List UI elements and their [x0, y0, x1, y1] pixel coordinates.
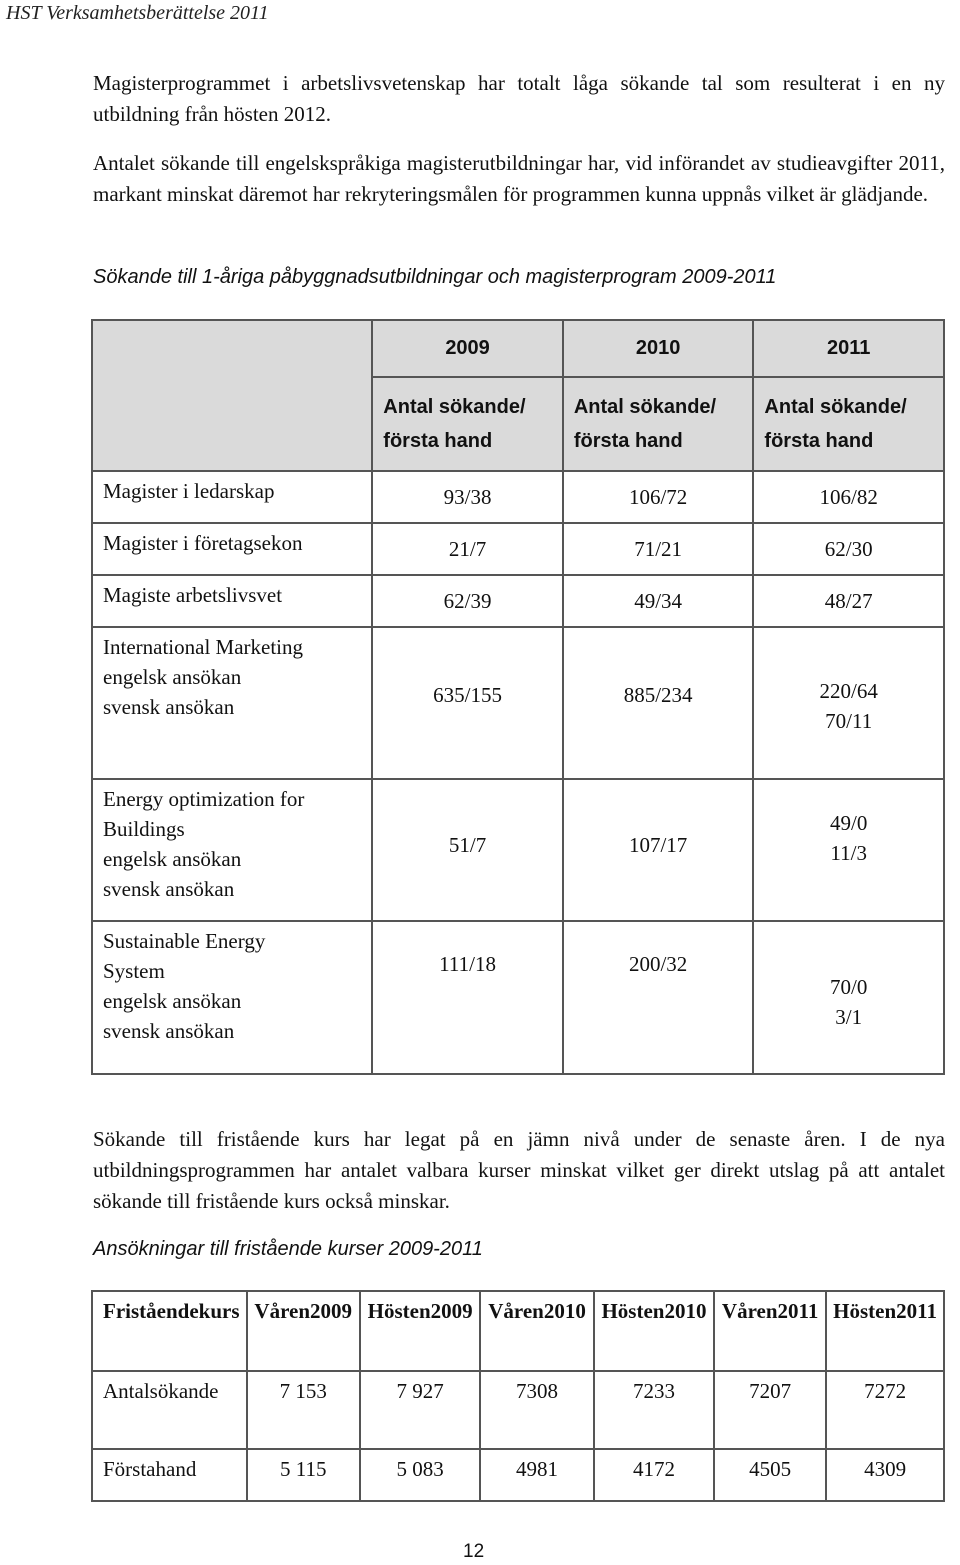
cell-line: Våren — [254, 1299, 311, 1323]
paragraph-3: Sökande till fristående kurs har legat på en jämn nivå under de senaste åren. I de nya utbildningsprogrammen har antalet valbara kurser minskat vilket ger direkt utslag på att antalet sökande till fristående kurs också minskar. — [93, 1127, 945, 1213]
cell-line: Magister i företagsekon — [103, 531, 303, 555]
applicants-value — [753, 523, 944, 575]
cell-line: 70/11 — [825, 709, 873, 733]
column-header — [826, 1291, 944, 1371]
subheader-line: Antal sökande/ — [573, 396, 717, 418]
count-value: 7207 — [714, 1371, 826, 1449]
applicants-value — [372, 627, 563, 779]
cell-line: Hösten — [367, 1299, 431, 1323]
table1-caption: Sökande till 1-åriga påbyggnadsutbildningar och magisterprogram 2009-2011 — [93, 266, 777, 288]
program-label — [92, 921, 372, 1074]
cell-line: Buildings — [103, 817, 185, 841]
applicants-programs-table — [91, 319, 945, 1075]
cell-line: Hösten — [601, 1299, 665, 1323]
count-value: 7308 — [480, 1371, 593, 1449]
cell-line: 49/34 — [634, 589, 683, 613]
cell-line: Våren — [488, 1299, 544, 1323]
applicants-value — [563, 627, 754, 779]
cell-line: 200/32 — [628, 952, 688, 976]
cell-line: 885/234 — [623, 683, 693, 707]
table2-body — [92, 1291, 944, 1501]
column-header — [594, 1291, 714, 1371]
subheader-line: Antal sökande/ — [764, 396, 907, 418]
table-row — [92, 921, 944, 1074]
count-value: 4505 — [714, 1449, 826, 1501]
cell-line: 106/72 — [628, 485, 688, 509]
year-header: 2010 — [563, 320, 754, 377]
table1-year-row — [92, 320, 944, 377]
column-header — [714, 1291, 826, 1371]
cell-line: engelsk ansökan — [103, 847, 242, 871]
cell-line: Sustainable Energy — [103, 929, 266, 953]
paragraph-1: Magisterprogrammet i arbetslivsvetenskap har totalt låga sökande tal som resulterat i en ny utbildning från hösten 2012. — [93, 71, 945, 126]
cell-line: 51/7 — [448, 833, 487, 857]
applicants-value — [563, 523, 754, 575]
table2-caption: Ansökningar till fristående kurser 2009-2011 — [93, 1238, 483, 1260]
table-row — [92, 575, 944, 627]
cell-line: 62/30 — [824, 537, 873, 561]
cell-line: engelsk ansökan — [103, 989, 242, 1013]
cell-line: International Marketing — [103, 635, 304, 659]
table-row — [92, 1449, 944, 1501]
cell-line: Våren — [721, 1299, 778, 1323]
applicants-value — [372, 779, 563, 921]
table-row — [92, 1371, 944, 1449]
count-value: 4309 — [826, 1449, 944, 1501]
cell-line: 635/155 — [433, 683, 502, 707]
count-value: 4981 — [480, 1449, 593, 1501]
cell-line: Hösten — [833, 1299, 897, 1323]
applicants-value — [372, 575, 563, 627]
count-value: 5 115 — [247, 1449, 360, 1501]
subheader-line: första hand — [764, 430, 874, 452]
subheader-line: första hand — [573, 430, 683, 452]
table2-header-row — [92, 1291, 944, 1371]
applicants-value — [563, 921, 754, 1074]
program-label — [92, 575, 372, 627]
applicants-value — [753, 575, 944, 627]
applicants-value — [563, 471, 754, 523]
table1-corner-cell — [92, 320, 372, 471]
applicants-value — [753, 921, 944, 1074]
count-value: 7272 — [826, 1371, 944, 1449]
applicants-value — [372, 921, 563, 1074]
cell-line: svensk ansökan — [103, 1019, 235, 1043]
subheader-line: första hand — [383, 430, 493, 452]
program-label — [92, 471, 372, 523]
table-row — [92, 523, 944, 575]
count-value: 7233 — [594, 1371, 714, 1449]
column-header — [247, 1291, 360, 1371]
applicants-value — [563, 575, 754, 627]
year-header: 2011 — [753, 320, 944, 377]
cell-line: 220/64 — [819, 679, 878, 703]
program-label — [92, 523, 372, 575]
row-label — [92, 1371, 247, 1449]
cell-line: 111/18 — [439, 952, 496, 976]
cell-line: Energy optimization for — [103, 787, 305, 811]
column-header — [360, 1291, 480, 1371]
table-row — [92, 471, 944, 523]
cell-line: svensk ansökan — [103, 695, 235, 719]
column-header — [480, 1291, 593, 1371]
cell-line: 2009 — [310, 1299, 353, 1323]
cell-line: Antal — [103, 1379, 150, 1403]
cell-line: 106/82 — [819, 485, 878, 509]
cell-line: svensk ansökan — [103, 877, 235, 901]
subheader-cell — [372, 377, 563, 471]
cell-line: sökande — [149, 1379, 219, 1403]
cell-line: 2011 — [777, 1299, 819, 1323]
applicants-value — [372, 523, 563, 575]
count-value: 5 083 — [360, 1449, 480, 1501]
count-value: 7 927 — [360, 1371, 480, 1449]
subheader-line: Antal sökande/ — [383, 396, 526, 418]
cell-line: 2010 — [664, 1299, 707, 1323]
cell-line: engelsk ansökan — [103, 665, 242, 689]
cell-line: 2009 — [430, 1299, 473, 1323]
applicants-value — [372, 471, 563, 523]
course-applications-table — [91, 1290, 945, 1502]
cell-line: Förstahand — [103, 1457, 197, 1481]
cell-line: 48/27 — [824, 589, 873, 613]
cell-line: System — [103, 959, 165, 983]
cell-line: 2011 — [896, 1299, 937, 1323]
table-row — [92, 779, 944, 921]
subheader-cell — [563, 377, 754, 471]
count-value: 7 153 — [247, 1371, 360, 1449]
table-row — [92, 627, 944, 779]
program-label — [92, 779, 372, 921]
applicants-value — [753, 471, 944, 523]
cell-line: 2010 — [543, 1299, 586, 1323]
cell-line: 49/0 — [830, 811, 868, 835]
cell-line: 21/7 — [448, 537, 487, 561]
row-label — [92, 1449, 247, 1501]
cell-line: 93/38 — [443, 485, 492, 509]
paragraph-2: Antalet sökande till engelskspråkiga magisterutbildningar har, vid införandet av studieavgifter 2011, markant minskat däremot har rekryteringsmålen för programmen kunna uppnås vilket är glädjande. — [93, 151, 945, 206]
cell-line: Fristående — [103, 1299, 199, 1323]
cell-line: Magister i ledarskap — [103, 479, 275, 503]
applicants-value — [753, 627, 944, 779]
program-label — [92, 627, 372, 779]
applicants-value — [563, 779, 754, 921]
cell-line: 62/39 — [443, 589, 492, 613]
cell-line: kurs — [198, 1299, 240, 1323]
applicants-value — [753, 779, 944, 921]
column-header — [92, 1291, 247, 1371]
year-header: 2009 — [372, 320, 563, 377]
count-value: 4172 — [594, 1449, 714, 1501]
running-header: HST Verksamhetsberättelse 2011 — [6, 2, 269, 24]
subheader-cell — [753, 377, 944, 471]
table1-body — [92, 471, 944, 1074]
cell-line: 71/21 — [634, 537, 683, 561]
page-number: 12 — [463, 1541, 485, 1562]
cell-line: 11/3 — [830, 841, 867, 865]
cell-line: 107/17 — [628, 833, 688, 857]
cell-line: 70/0 — [830, 975, 868, 999]
cell-line: 3/1 — [835, 1005, 863, 1029]
cell-line: Magiste arbetslivsvet — [103, 583, 283, 607]
